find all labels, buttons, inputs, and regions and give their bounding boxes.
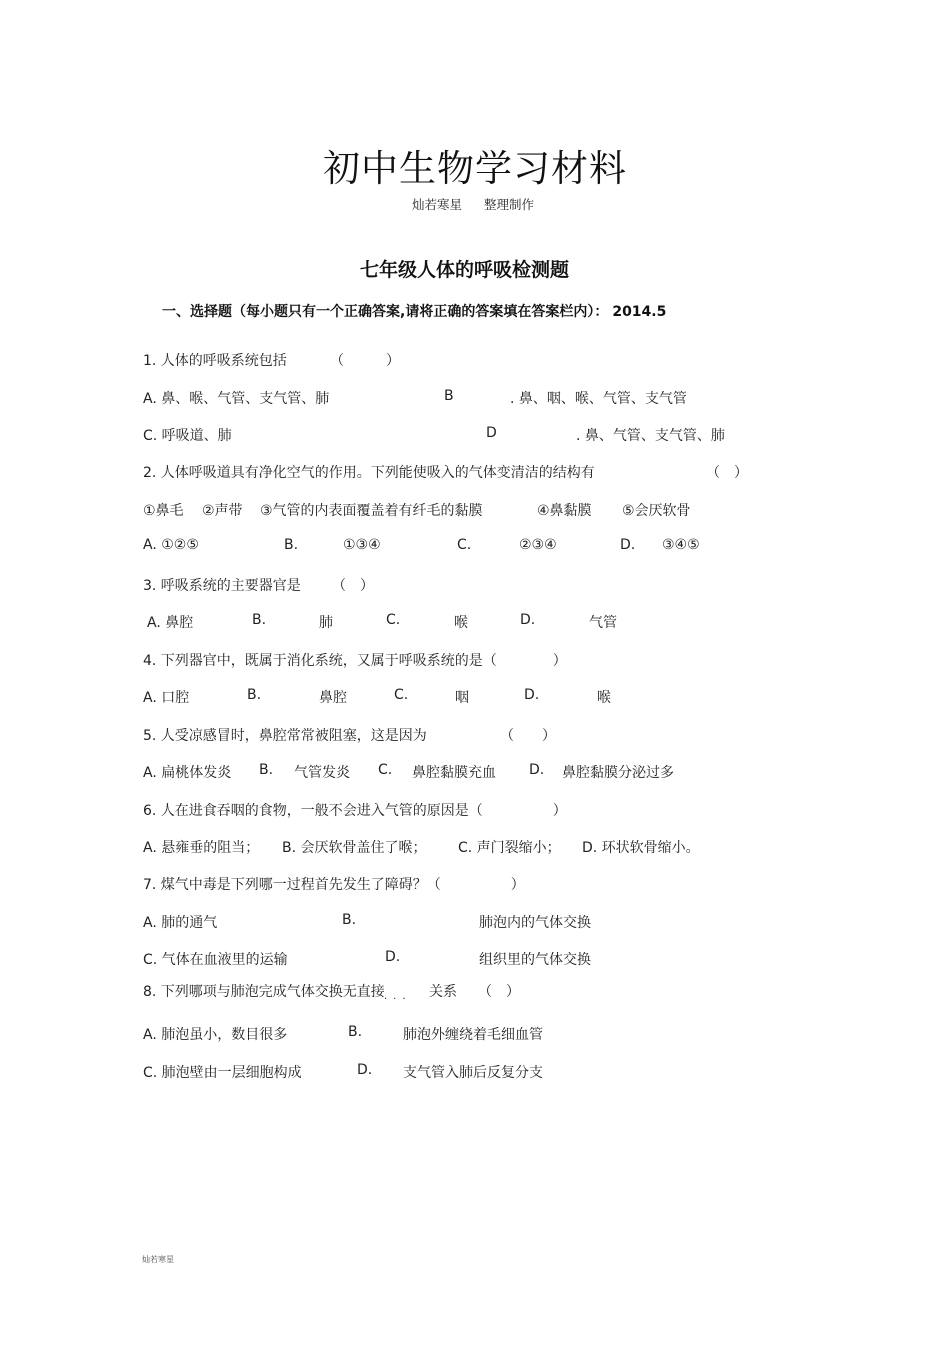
question-8-answer-blank: （ ） [478, 984, 520, 1000]
question-8-stem-tail: 关系 [429, 984, 457, 1000]
question-3-option-b-letter: B. [252, 612, 267, 628]
question-5-option-b-letter: B. [259, 762, 274, 778]
question-4-option-d: 喉 [597, 690, 611, 706]
question-4-option-b-letter: B. [247, 687, 262, 703]
question-2-item-2: ②声带 [202, 503, 243, 519]
question-6-stem: 6. 人在进食吞咽的食物，一般不会进入气管的原因是（ ） [143, 803, 567, 819]
question-2-option-d-letter: D. [620, 537, 636, 553]
question-5-answer-blank: （ ） [500, 728, 556, 744]
question-2-option-c: ②③④ [519, 537, 557, 553]
question-2-item-4: ④鼻黏膜 [537, 503, 592, 519]
question-4-option-c: 咽 [455, 690, 469, 706]
question-2-answer-blank: （ ） [706, 465, 748, 481]
question-5-stem: 5. 人受凉感冒时，鼻腔常常被阻塞，这是因为 [143, 728, 427, 744]
question-8-option-b-letter: B. [348, 1024, 363, 1040]
section-instruction: 一、选择题（每小题只有一个正确答案,请将正确的答案填在答案栏内）： [162, 304, 609, 320]
question-3-option-c: 喉 [454, 615, 468, 631]
section-heading [162, 301, 666, 321]
question-3-option-d: 气管 [589, 615, 617, 631]
emphasis-dots: ··· [384, 994, 412, 1005]
question-6-option-a: A. 悬雍垂的阻当； [143, 840, 260, 856]
question-8-option-d-letter: D. [357, 1062, 373, 1078]
author-line [412, 195, 534, 213]
exam-title: 七年级人体的呼吸检测题 [360, 259, 570, 281]
question-6-option-d: D. 环状软骨缩小。 [582, 840, 700, 856]
question-2-item-5: ⑤会厌软骨 [622, 503, 691, 519]
question-1-option-c: C. 呼吸道、肺 [143, 428, 232, 444]
question-1-option-b: . 鼻、咽、喉、气管、支气管 [510, 391, 687, 407]
question-1-stem: 1. 人体的呼吸系统包括 [143, 353, 287, 369]
question-7-option-b: 肺泡内的气体交换 [479, 915, 591, 931]
author-name: 灿若寒星 [412, 197, 463, 212]
question-8-option-b: 肺泡外缠绕着毛细血管 [403, 1027, 543, 1043]
question-1-option-b-letter: B [444, 388, 454, 404]
question-4-option-b: 鼻腔 [319, 690, 347, 706]
question-8-option-c: C. 肺泡壁由一层细胞构成 [143, 1065, 302, 1081]
question-2-option-c-letter: C. [457, 537, 472, 553]
question-8-option-a: A. 肺泡虽小，数目很多 [143, 1027, 288, 1043]
question-2-stem: 2. 人体呼吸道具有净化空气的作用。下列能使吸入的气体变清洁的结构有 [143, 465, 595, 481]
made-by: 整理制作 [484, 197, 535, 212]
question-4-option-c-letter: C. [394, 687, 409, 703]
exam-date: 2014.5 [612, 304, 667, 320]
question-2-option-d: ③④⑤ [662, 537, 700, 553]
question-5-option-a: A. 扁桃体发炎 [143, 765, 232, 781]
question-3-answer-blank: （ ） [332, 578, 374, 594]
question-7-option-a: A. 肺的通气 [143, 915, 218, 931]
question-1-option-d: . 鼻、气管、支气管、肺 [576, 428, 725, 444]
question-3-option-d-letter: D. [520, 612, 536, 628]
question-4-option-a: A. 口腔 [143, 690, 190, 706]
question-3-stem: 3. 呼吸系统的主要器官是 [143, 578, 301, 594]
question-3-option-c-letter: C. [386, 612, 401, 628]
question-2-option-b: ①③④ [343, 537, 381, 553]
question-7-option-c: C. 气体在血液里的运输 [143, 952, 288, 968]
question-7-option-d-letter: D. [385, 949, 401, 965]
page-footer: 灿若寒星 [142, 1255, 174, 1264]
question-4-option-d-letter: D. [524, 687, 540, 703]
question-8-stem: 8. 下列哪项与肺泡完成气体交换无直接 [143, 984, 385, 1000]
question-3-option-b: 肺 [319, 615, 333, 631]
question-2-option-b-letter: B. [284, 537, 299, 553]
question-4-stem: 4. 下列器官中，既属于消化系统，又属于呼吸系统的是（ ） [143, 653, 567, 669]
question-1-option-a: A. 鼻、喉、气管、支气管、肺 [143, 391, 330, 407]
question-7-option-b-letter: B. [342, 912, 357, 928]
question-6-option-b: B. 会厌软骨盖住了喉； [282, 840, 427, 856]
question-1-option-d-letter: D [486, 425, 497, 441]
question-5-option-b: 气管发炎 [294, 765, 350, 781]
page-title: 初中生物学习材料 [323, 147, 627, 190]
question-5-option-c: 鼻腔黏膜充血 [412, 765, 496, 781]
question-2-option-a: A. ①②⑤ [143, 537, 199, 553]
question-5-option-c-letter: C. [378, 762, 393, 778]
question-3-option-a: A. 鼻腔 [147, 615, 194, 631]
question-2-item-3: ③气管的内表面覆盖着有纤毛的黏膜 [260, 503, 483, 519]
question-5-option-d-letter: D. [529, 762, 545, 778]
question-7-option-d: 组织里的气体交换 [479, 952, 591, 968]
question-5-option-d: 鼻腔黏膜分泌过多 [562, 765, 674, 781]
question-6-option-c: C. 声门裂缩小； [458, 840, 561, 856]
question-7-stem: 7. 煤气中毒是下列哪一过程首先发生了障碍？（ ） [143, 877, 525, 893]
question-2-item-1: ①鼻毛 [143, 503, 184, 519]
question-1-answer-blank: （ ） [330, 353, 400, 369]
question-8-option-d: 支气管入肺后反复分支 [403, 1065, 543, 1081]
